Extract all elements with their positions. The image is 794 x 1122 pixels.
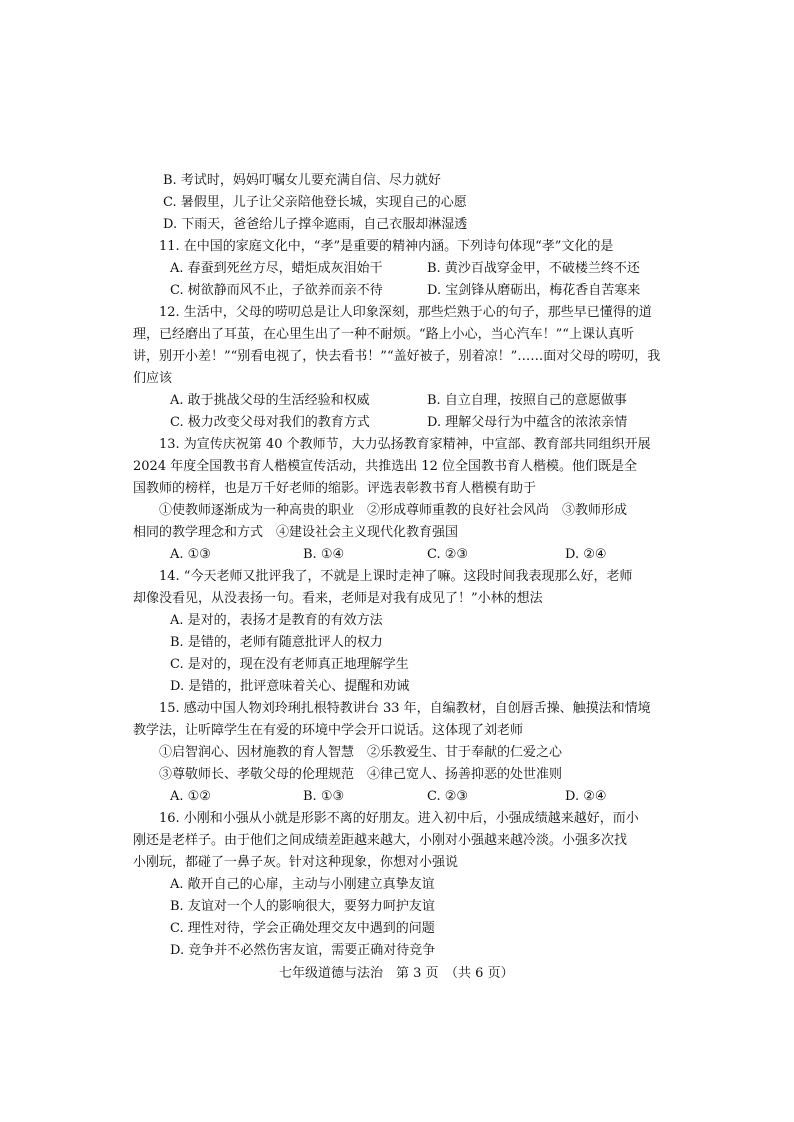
q16-option-c: C. 理性对待，学会正确处理交友中遇到的问题 bbox=[170, 921, 435, 936]
q12-option-b: B. 自立自理，按照自己的意愿做事 bbox=[427, 393, 627, 408]
q16-option-b: B. 友谊对一个人的影响很大，要努力呵护友谊 bbox=[170, 899, 435, 914]
q12-option-a: A. 敢于挑战父母的生活经验和权威 bbox=[170, 393, 370, 408]
q11-option-a: A. 春蚕到死丝方尽，蜡炬成灰泪始干 bbox=[170, 261, 383, 276]
q16-option-d: D. 竞争并不必然伤害友谊，需要正确对待竞争 bbox=[170, 943, 436, 958]
q13-statements-line-1: ①使教师逐渐成为一种高贵的职业 ②形成尊师重教的良好社会风尚 ③教师形成 bbox=[159, 503, 628, 518]
q14-option-d: D. 是错的，批评意味着关心、提醒和劝诫 bbox=[170, 679, 410, 694]
q15-statements-line-2: ③尊敬师长、孝敬父母的伦理规范 ④律己宽人、扬善抑恶的处世准则 bbox=[159, 767, 563, 782]
q14-option-a: A. 是对的，表扬才是教育的有效方法 bbox=[170, 613, 383, 628]
q11-option-c: C. 树欲静而风不止，子欲养而亲不待 bbox=[170, 283, 383, 298]
q12-stem-line-4: 们应该 bbox=[133, 371, 173, 386]
q11-stem: 11. 在中国的家庭文化中，“孝”是重要的精神内涵。下列诗句体现“孝”文化的是 bbox=[159, 239, 614, 254]
q12-stem-line-3: 讲，别开小差！”“别看电视了，快去看书！”“盖好被子，别着凉！”……面对父母的唠叨，我 bbox=[133, 349, 661, 364]
q14-option-b: B. 是错的，老师有随意批评人的权力 bbox=[170, 635, 383, 650]
q13-stem-line-3: 国教师的榜样，也是万千好老师的缩影。评选表彰教书育人楷模有助于 bbox=[133, 481, 537, 496]
q13-option-d: D. ②④ bbox=[565, 547, 607, 562]
q16-stem-line-3: 小刚玩，都碰了一鼻子灰。针对这种现象，你想对小强说 bbox=[133, 855, 459, 870]
q15-stem-line-1: 15. 感动中国人物刘玲琍扎根特教讲台 33 年，自编教材，自创唇舌操、触摸法和情境 bbox=[159, 701, 651, 716]
q10-option-d: D. 下雨天，爸爸给儿子撑伞遮雨，自己衣服却淋湿透 bbox=[163, 217, 468, 232]
q16-option-a: A. 敞开自己的心扉，主动与小刚建立真挚友谊 bbox=[170, 877, 435, 892]
q14-stem-line-2: 却像没看见，从没表扬一句。看来，老师是对我有成见了！”小林的想法 bbox=[133, 591, 543, 606]
q13-stem-line-2: 2024 年度全国教书育人楷模宣传活动，共推选出 12 位全国教书育人楷模。他们既是全 bbox=[133, 459, 638, 474]
q11-option-d: D. 宝剑锋从磨砺出，梅花香自苦寒来 bbox=[427, 283, 641, 298]
q13-option-c: C. ②③ bbox=[427, 547, 469, 562]
q10-option-c: C. 暑假里，儿子让父亲陪他登长城，实现自己的心愿 bbox=[163, 195, 467, 210]
page-footer: 七年级道德与法治 第 3 页 （共 6 页） bbox=[279, 966, 514, 981]
q16-stem-line-2: 刚还是老样子。由于他们之间成绩差距越来越大，小刚对小强越来越冷淡。小强多次找 bbox=[133, 833, 628, 848]
q15-statements-line-1: ①启智润心、因材施教的育人智慧 ②乐教爱生、甘于奉献的仁爱之心 bbox=[159, 745, 563, 760]
q13-stem-line-1: 13. 为宣传庆祝第 40 个教师节，大力弘扬教育家精神，中宣部、教育部共同组织开展 bbox=[159, 437, 651, 452]
q15-option-b: B. ①③ bbox=[303, 789, 345, 804]
q13-option-b: B. ①④ bbox=[303, 547, 345, 562]
q12-stem-line-1: 12. 生活中，父母的唠叨总是让人印象深刻，那些烂熟于心的句子，那些早已懂得的道 bbox=[159, 305, 652, 320]
q12-option-d: D. 理解父母行为中蕴含的浓浓亲情 bbox=[427, 415, 628, 430]
q12-option-c: C. 极力改变父母对我们的教育方式 bbox=[170, 415, 370, 430]
q13-option-a: A. ①③ bbox=[170, 547, 211, 562]
q14-stem-line-1: 14. “今天老师又批评我了，不就是上课时走神了嘛。这段时间我表现那么好，老师 bbox=[159, 569, 633, 584]
q16-stem-line-1: 16. 小刚和小强从小就是形影不离的好朋友。进入初中后，小强成绩越来越好，而小 bbox=[159, 811, 639, 826]
q15-stem-line-2: 教学法，让听障学生在有爱的环境中学会开口说话。这体现了刘老师 bbox=[133, 723, 524, 738]
q13-statements-line-2: 相同的教学理念和方式 ④建设社会主义现代化教育强国 bbox=[133, 525, 459, 540]
q15-option-a: A. ①② bbox=[170, 789, 211, 804]
q15-option-d: D. ②④ bbox=[565, 789, 607, 804]
q12-stem-line-2: 理，已经磨出了耳茧，在心里生出了一种不耐烦。“路上小心，当心汽车！”“上课认真听 bbox=[133, 327, 634, 342]
q15-option-c: C. ②③ bbox=[427, 789, 469, 804]
q11-option-b: B. 黄沙百战穿金甲，不破楼兰终不还 bbox=[427, 261, 640, 276]
q14-option-c: C. 是对的，现在没有老师真正地理解学生 bbox=[170, 657, 409, 672]
q10-option-b: B. 考试时，妈妈叮嘱女儿要充满自信、尽力就好 bbox=[163, 173, 441, 188]
